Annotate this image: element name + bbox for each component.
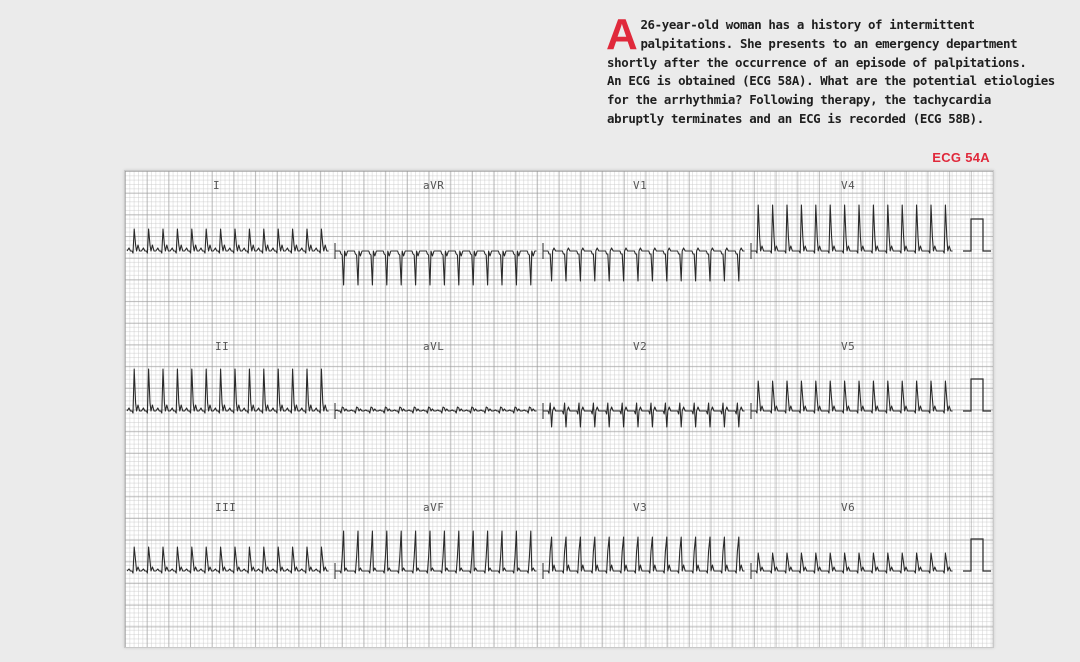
lead-label-ii: II (215, 340, 230, 353)
ecg-trace-v2 (543, 403, 745, 427)
lead-label-v5: V5 (841, 340, 856, 353)
case-line: for the arrhythmia? Following therapy, the tachycardia (607, 92, 991, 108)
lead-label-v3: V3 (633, 501, 648, 514)
case-line: shortly after the occurrence of an episode of palpitations. (607, 54, 1027, 70)
calibration-pulse (963, 539, 991, 571)
ecg-figure-label: ECG 54A (932, 150, 990, 165)
ecg-trace-avf (335, 531, 537, 573)
ecg-trace-avl (335, 407, 537, 413)
ecg-trace-v6 (751, 553, 953, 573)
case-line: abruptly terminates and an ECG is recorded (ECG 58B). (607, 110, 984, 126)
case-line: 26-year-old woman has a history of intermittent (640, 17, 975, 32)
lead-label-i: I (213, 179, 221, 192)
ecg-trace-avr (335, 251, 537, 285)
ecg-tracing-panel (124, 170, 994, 648)
case-line: An ECG is obtained (ECG 58A). What are the potential etiologies (607, 73, 1055, 89)
lead-label-v6: V6 (841, 501, 856, 514)
lead-label-avr: aVR (423, 179, 445, 192)
ecg-trace-v4 (751, 205, 953, 253)
lead-label-v1: V1 (633, 179, 648, 192)
ecg-trace-v5 (751, 381, 953, 413)
drop-cap: A (606, 10, 638, 59)
ecg-trace-v1 (543, 248, 745, 281)
ecg-trace-i (127, 229, 329, 253)
lead-label-v2: V2 (633, 340, 648, 353)
lead-label-iii: III (215, 501, 237, 514)
lead-label-avl: aVL (423, 340, 445, 353)
calibration-pulse (963, 219, 991, 251)
calibration-pulse (963, 379, 991, 411)
case-line: palpitations. She presents to an emergency department (640, 35, 1018, 51)
ecg-traces (125, 171, 993, 647)
ecg-trace-v3 (543, 537, 745, 573)
case-description (606, 10, 1055, 129)
ecg-trace-iii (127, 547, 329, 573)
lead-label-avf: aVF (423, 501, 445, 514)
lead-label-v4: V4 (841, 179, 856, 192)
ecg-trace-ii (127, 369, 329, 413)
